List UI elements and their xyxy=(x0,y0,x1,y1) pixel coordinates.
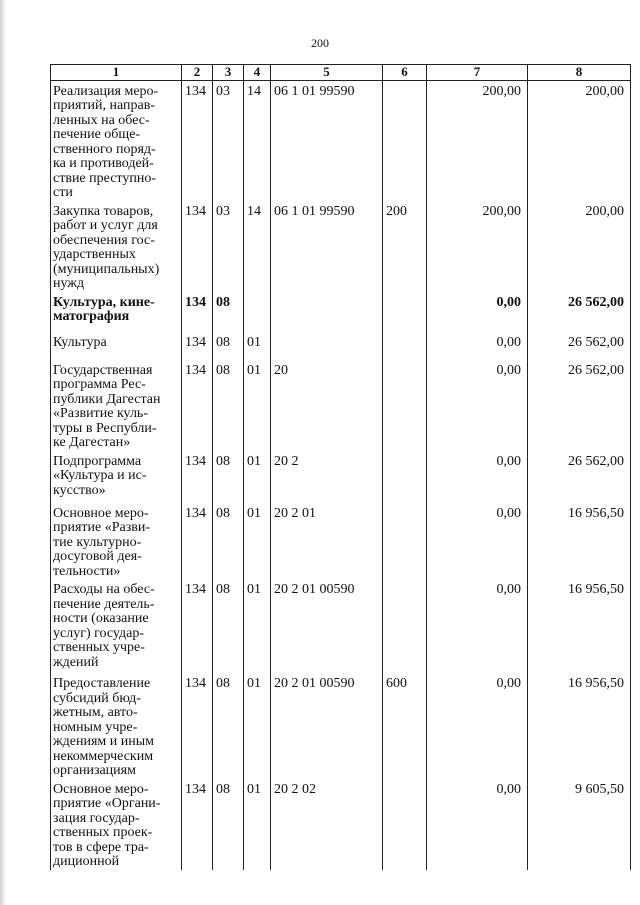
rz-code-cell: 134 xyxy=(182,80,213,201)
amount-cell-col8: 200,00 xyxy=(528,201,631,292)
column-header-3: 3 xyxy=(213,65,244,81)
header-row xyxy=(51,65,631,81)
amount-cell-col8: 200,00 xyxy=(528,80,631,201)
amount-cell-col8: 26 562,00 xyxy=(528,292,631,332)
row-name-cell xyxy=(51,292,182,332)
section-code-cell: 08 xyxy=(213,673,244,779)
row-name-line: ка и противодей- xyxy=(53,156,154,171)
row-name-line: ствие преступно- xyxy=(53,170,156,186)
amount-cell-col8: 9 605,50 xyxy=(528,779,631,870)
row-name-line: диционной xyxy=(53,854,120,869)
column-header-4: 4 xyxy=(244,65,271,81)
amount-cell-col7: 0,00 xyxy=(427,451,528,503)
amount-cell-col8: 16 956,50 xyxy=(528,673,631,779)
row-name-line: жетным, авто- xyxy=(53,705,138,720)
row-name-line: ственных проек- xyxy=(53,825,153,840)
row-name-line: печение обще- xyxy=(53,127,141,142)
row-name-line: публики Дагестан xyxy=(53,391,161,407)
target-article-cell: 20 xyxy=(271,360,383,451)
table-row xyxy=(51,201,631,292)
expense-type-cell xyxy=(383,360,427,451)
subsection-code-cell xyxy=(244,292,271,332)
row-name-line: Основное меро- xyxy=(53,781,149,797)
table-body xyxy=(51,80,631,870)
table-row xyxy=(51,451,631,503)
subsection-code-cell: 01 xyxy=(244,360,271,451)
subsection-code-cell: 01 xyxy=(244,779,271,870)
row-name-line: «Развитие куль- xyxy=(53,406,148,421)
row-name-line: организациям xyxy=(53,763,136,778)
row-name-line: ударственных xyxy=(53,247,136,262)
table-row xyxy=(51,673,631,779)
amount-cell-col7: 200,00 xyxy=(427,201,528,292)
expense-type-cell xyxy=(383,579,427,673)
section-code-cell: 08 xyxy=(213,579,244,673)
page-number: 200 xyxy=(311,36,329,50)
subsection-code-cell: 01 xyxy=(244,673,271,779)
table-row xyxy=(51,292,631,332)
subsection-code-cell: 01 xyxy=(244,579,271,673)
section-code-cell: 08 xyxy=(213,779,244,870)
amount-cell-col8: 26 562,00 xyxy=(528,360,631,451)
row-name-line: ждений xyxy=(53,654,99,670)
row-name-cell xyxy=(51,80,182,201)
section-code-cell: 08 xyxy=(213,332,244,360)
target-article-cell: 20 2 xyxy=(271,451,383,503)
target-article-cell xyxy=(271,332,383,360)
row-name-cell xyxy=(51,201,182,292)
subsection-code-cell: 14 xyxy=(244,201,271,292)
amount-cell-col8: 16 956,50 xyxy=(528,503,631,580)
amount-cell-col7: 0,00 xyxy=(427,360,528,451)
rz-code-cell: 134 xyxy=(182,201,213,292)
row-name-line: Расходы на обес- xyxy=(53,582,155,597)
row-name-line: «Культура и ис- xyxy=(53,468,147,483)
expense-type-cell xyxy=(383,451,427,503)
budget-table xyxy=(50,64,631,870)
section-code-cell: 03 xyxy=(213,201,244,292)
target-article-cell: 20 2 02 xyxy=(271,779,383,870)
target-article-cell: 20 2 01 xyxy=(271,503,383,580)
row-name-line: (муниципальных) xyxy=(53,261,160,277)
row-name-cell xyxy=(51,673,182,779)
row-name-line: ности (оказание xyxy=(53,611,149,626)
rz-code-cell: 134 xyxy=(182,451,213,503)
amount-cell-col7: 0,00 xyxy=(427,292,528,332)
section-code-cell: 03 xyxy=(213,80,244,201)
row-name-line: Закупка товаров, xyxy=(53,203,154,219)
row-name-line: программа Рес- xyxy=(53,377,146,392)
amount-cell-col7: 200,00 xyxy=(427,80,528,201)
expense-type-cell: 200 xyxy=(383,201,427,292)
column-header-7: 7 xyxy=(427,65,528,81)
row-name-line: ждениям и иным xyxy=(53,734,155,749)
row-name-line: нужд xyxy=(53,276,85,291)
row-name-line: ленных на обес- xyxy=(53,112,150,128)
amount-cell-col7: 0,00 xyxy=(427,673,528,779)
row-name-line: ственных учре- xyxy=(53,640,145,655)
row-name-cell xyxy=(51,503,182,580)
amount-cell-col8: 26 562,00 xyxy=(528,332,631,360)
row-name-cell xyxy=(51,451,182,503)
row-name-line: зация государ- xyxy=(53,810,140,826)
amount-cell-col7: 0,00 xyxy=(427,332,528,360)
row-name-line: досуговой дея- xyxy=(53,549,142,564)
subsection-code-cell: 01 xyxy=(244,332,271,360)
rz-code-cell: 134 xyxy=(182,673,213,779)
target-article-cell xyxy=(271,292,383,332)
section-code-cell: 08 xyxy=(213,360,244,451)
scan-edge-shadow xyxy=(0,0,6,905)
column-header-5: 5 xyxy=(271,65,383,81)
section-code-cell: 08 xyxy=(213,292,244,332)
target-article-cell: 20 2 01 00590 xyxy=(271,579,383,673)
table-row xyxy=(51,579,631,673)
row-name-line: тие культурно- xyxy=(53,534,142,550)
table-row xyxy=(51,360,631,451)
row-name-line: обеспечения гос- xyxy=(53,232,155,248)
table-row xyxy=(51,332,631,360)
amount-cell-col8: 16 956,50 xyxy=(528,579,631,673)
row-name-line: субсидий бюд- xyxy=(53,690,141,706)
row-name-line: Подпрограмма xyxy=(53,453,142,469)
row-name-line: сти xyxy=(53,185,73,200)
row-name-line: приятий, направ- xyxy=(53,98,156,113)
row-name-line: Государственная xyxy=(53,362,153,378)
target-article-cell: 06 1 01 99590 xyxy=(271,201,383,292)
rz-code-cell: 134 xyxy=(182,579,213,673)
rz-code-cell: 134 xyxy=(182,292,213,332)
expense-type-cell xyxy=(383,779,427,870)
column-header-6: 6 xyxy=(383,65,427,81)
subsection-code-cell: 14 xyxy=(244,80,271,201)
table-row xyxy=(51,503,631,580)
rz-code-cell: 134 xyxy=(182,360,213,451)
rz-code-cell: 134 xyxy=(182,503,213,580)
amount-cell-col8: 26 562,00 xyxy=(528,451,631,503)
row-name-line: Реализация меро- xyxy=(53,83,159,99)
row-name-line: туры в Республи- xyxy=(53,420,157,436)
row-name-cell xyxy=(51,779,182,870)
expense-type-cell xyxy=(383,503,427,580)
amount-cell-col7: 0,00 xyxy=(427,579,528,673)
row-name-line: ственного поряд- xyxy=(53,141,156,157)
table-row xyxy=(51,80,631,201)
amount-cell-col7: 0,00 xyxy=(427,503,528,580)
row-name-line: номным учре- xyxy=(53,719,138,735)
target-article-cell: 20 2 01 00590 xyxy=(271,673,383,779)
row-name-line: некоммерческим xyxy=(53,748,154,764)
table-header xyxy=(51,65,631,81)
expense-type-cell xyxy=(383,292,427,332)
row-name-cell xyxy=(51,332,182,360)
row-name-line: Культура, кине- xyxy=(53,294,155,310)
row-name-line: Предоставление xyxy=(53,676,151,691)
row-name-line: тельности» xyxy=(53,563,121,579)
row-name-cell xyxy=(51,360,182,451)
section-code-cell: 08 xyxy=(213,451,244,503)
rz-code-cell: 134 xyxy=(182,779,213,870)
row-name-line: Культура xyxy=(53,334,107,350)
amount-cell-col7: 0,00 xyxy=(427,779,528,870)
row-name-line: услуг) государ- xyxy=(53,625,144,641)
subsection-code-cell: 01 xyxy=(244,503,271,580)
row-name-line: Основное меро- xyxy=(53,505,149,521)
row-name-line: тов в сфере тра- xyxy=(53,839,149,855)
row-name-line: матография xyxy=(53,309,130,324)
row-name-line: ке Дагестан» xyxy=(53,435,131,450)
expense-type-cell: 600 xyxy=(383,673,427,779)
rz-code-cell: 134 xyxy=(182,332,213,360)
target-article-cell: 06 1 01 99590 xyxy=(271,80,383,201)
row-name-line: работ и услуг для xyxy=(53,218,158,233)
section-code-cell: 08 xyxy=(213,503,244,580)
expense-type-cell xyxy=(383,332,427,360)
row-name-line: кусство» xyxy=(53,482,106,498)
column-header-8: 8 xyxy=(528,65,631,81)
subsection-code-cell: 01 xyxy=(244,451,271,503)
column-header-2: 2 xyxy=(182,65,213,81)
expense-type-cell xyxy=(383,80,427,201)
row-name-cell xyxy=(51,579,182,673)
row-name-line: приятие «Разви- xyxy=(53,520,151,535)
table-row xyxy=(51,779,631,870)
row-name-line: печение деятель- xyxy=(53,596,155,612)
row-name-line: приятие «Органи- xyxy=(53,796,161,811)
column-header-1: 1 xyxy=(51,65,182,81)
